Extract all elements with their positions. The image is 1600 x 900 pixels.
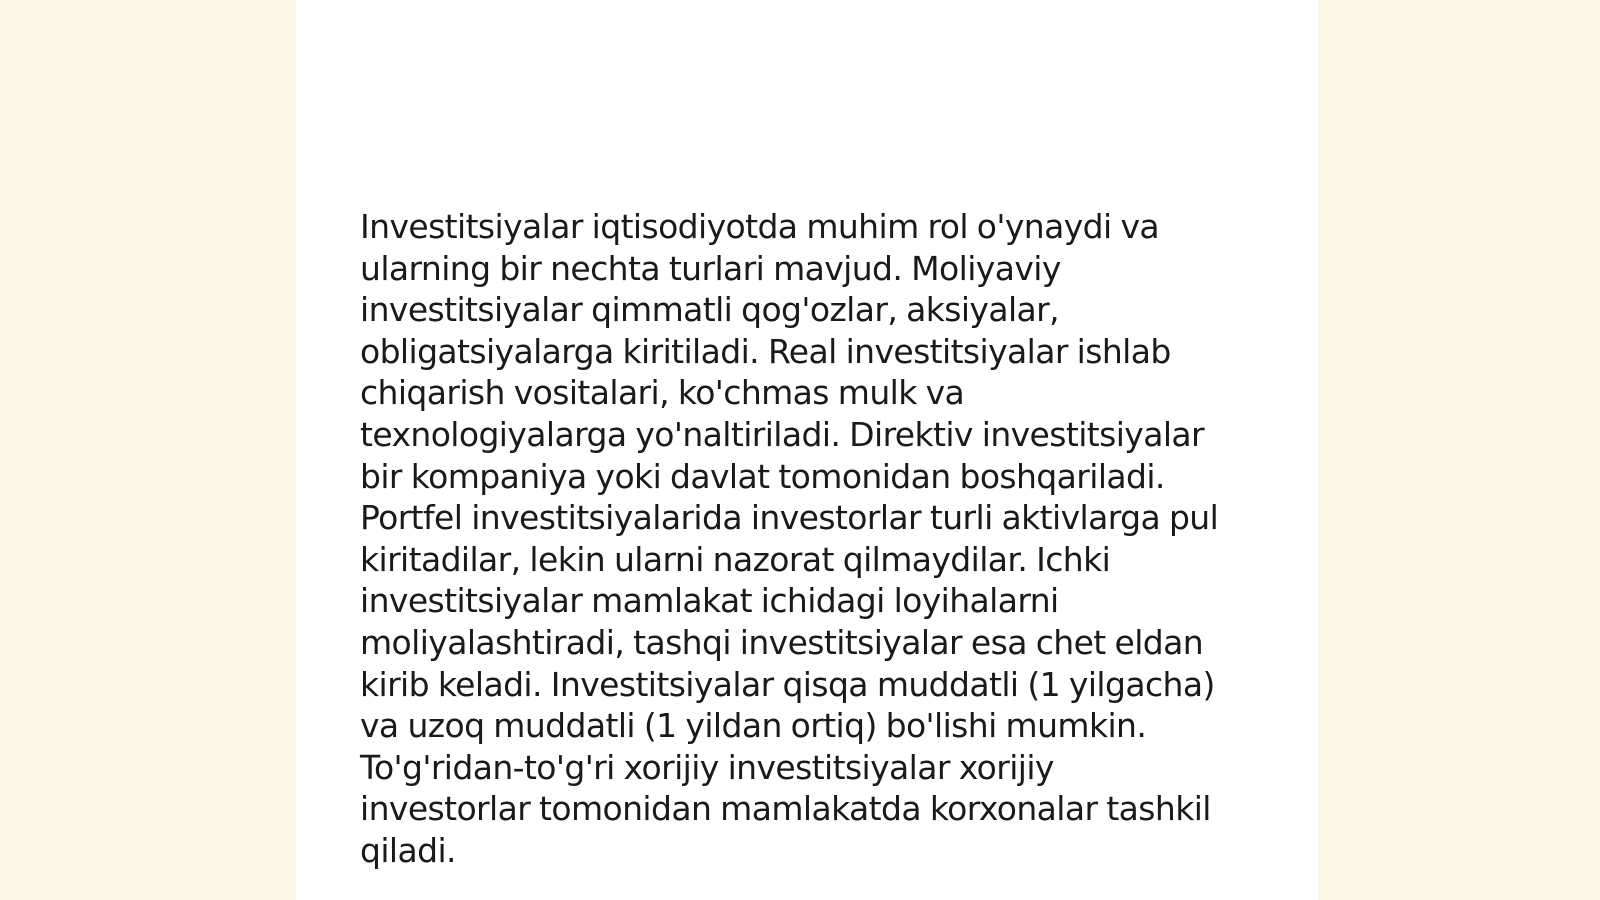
paragraph-line-1: Investitsiyalar iqtisodiyotda muhim rol o'ynaydi va	[360, 207, 1160, 246]
body-paragraph	[360, 206, 1260, 872]
paragraph-line-12: kirib keladi. Investitsiyalar qisqa muddatli (1 yilgacha)	[360, 664, 1215, 704]
paragraph-line-9: kiritadilar, lekin ularni nazorat qilmaydilar. Ichki	[360, 539, 1111, 579]
paragraph-line-15: investorlar tomonidan mamlakatda korxonalar tashkil	[360, 789, 1211, 829]
paragraph-line-10: investitsiyalar mamlakat ichidagi loyihalarni	[360, 581, 1059, 621]
paragraph-line-11: moliyalashtiradi, tashqi investitsiyalar esa chet eldan	[360, 622, 1204, 662]
paragraph-line-8: Portfel investitsiyalarida investorlar turli aktivlarga pul	[360, 498, 1219, 538]
paragraph-line-6: texnologiyalarga yo'naltiriladi. Direktiv investitsiyalar	[360, 414, 1204, 454]
paragraph-line-3: investitsiyalar qimmatli qog'ozlar, aksiyalar,	[360, 290, 1060, 330]
paragraph-line-4: obligatsiyalarga kiritiladi. Real investitsiyalar ishlab	[360, 331, 1171, 371]
paragraph-line-14: To'g'ridan-to'g'ri xorijiy investitsiyalar xorijiy	[360, 747, 1054, 787]
paragraph-line-5: chiqarish vositalari, ko'chmas mulk va	[360, 373, 965, 413]
paragraph-line-7: bir kompaniya yoki davlat tomonidan boshqariladi.	[360, 456, 1165, 496]
paragraph-line-2: ularning bir nechta turlari mavjud. Moliyaviy	[360, 248, 1061, 288]
document-page	[296, 0, 1318, 900]
paragraph-line-16: qiladi.	[360, 830, 456, 870]
paragraph-line-13: va uzoq muddatli (1 yildan ortiq) bo'lishi mumkin.	[360, 706, 1147, 746]
